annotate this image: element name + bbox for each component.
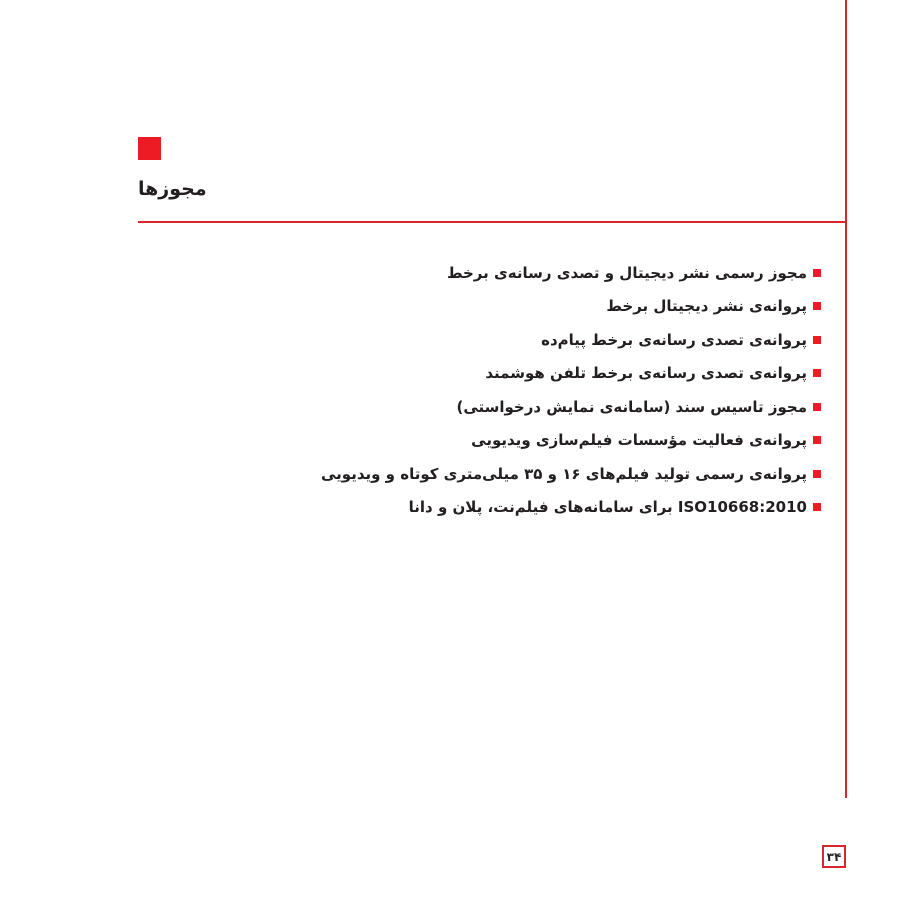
square-bullet-icon (813, 336, 821, 344)
list-item-text: ISO10668:2010 برای سامانه‌های فیلم‌نت، پلان و دانا (408, 498, 807, 517)
square-bullet-icon (813, 503, 821, 511)
list-item-text: پروانه‌ی نشر دیجیتال برخط (606, 297, 807, 316)
section-title: مجوزها (138, 178, 207, 200)
page-number: ۳۴ (822, 845, 846, 868)
list-item (321, 390, 821, 424)
list-item (321, 457, 821, 491)
section-marker-square (138, 137, 161, 160)
list-item-text: پروانه‌ی تصدی رسانه‌ی برخط تلفن هوشمند (485, 364, 807, 383)
square-bullet-icon (813, 436, 821, 444)
square-bullet-icon (813, 470, 821, 478)
list-item-text: مجوز تاسیس سند (سامانه‌ی نمایش درخواستی) (456, 397, 807, 416)
horizontal-rule (138, 221, 847, 223)
list-item-text: پروانه‌ی تصدی رسانه‌ی برخط پیام‌ده (541, 330, 807, 349)
square-bullet-icon (813, 302, 821, 310)
list-item (321, 491, 821, 525)
licenses-list (321, 256, 821, 524)
list-item (321, 323, 821, 357)
list-item (321, 290, 821, 324)
list-item-text: مجوز رسمی نشر دیجیتال و تصدی رسانه‌ی برخط (446, 263, 807, 282)
square-bullet-icon (813, 269, 821, 277)
list-item (321, 256, 821, 290)
list-item-text: پروانه‌ی رسمی تولید فیلم‌های ۱۶ و ۳۵ میلی‌متری کوتاه و ویدیویی (320, 464, 807, 483)
square-bullet-icon (813, 369, 821, 377)
vertical-rule (845, 0, 847, 798)
list-item-text: پروانه‌ی فعالیت مؤسسات فیلم‌سازی ویدیویی (471, 431, 807, 450)
square-bullet-icon (813, 403, 821, 411)
list-item (321, 357, 821, 391)
list-item (321, 424, 821, 458)
